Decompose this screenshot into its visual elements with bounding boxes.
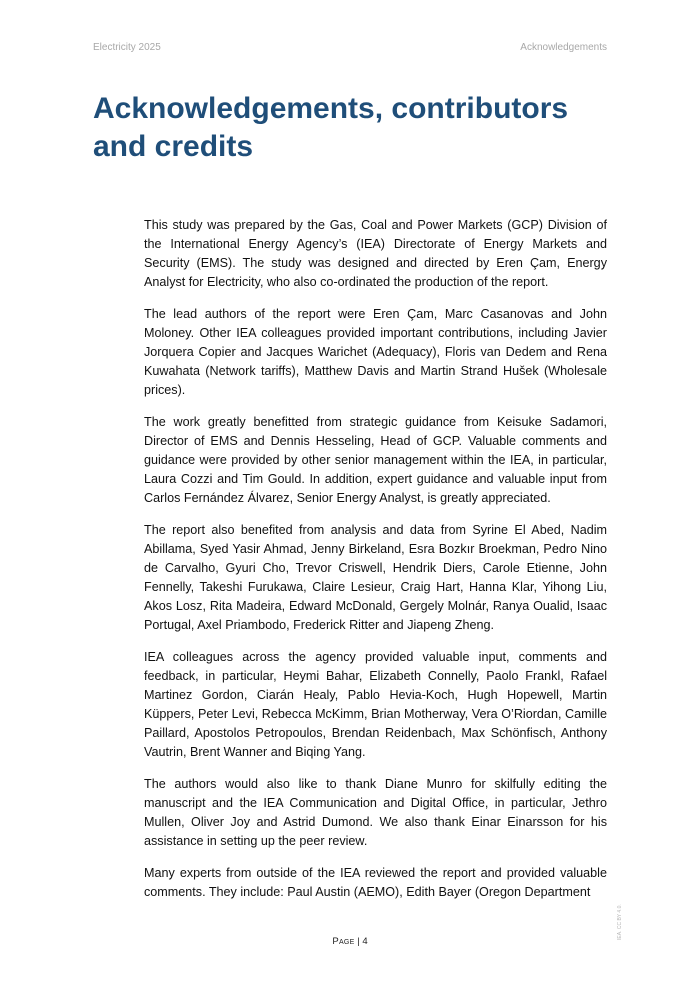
body-text	[144, 216, 607, 915]
page-title: Acknowledgements, contributors and credits	[93, 92, 569, 163]
running-header-left: Electricity 2025	[93, 42, 161, 53]
paragraph-2: The lead authors of the report were Eren Çam, Marc Casanovas and John Moloney. Other IEA colleagues provided important contributions, including Javier Jorquera Copier and Jacques Warichet (Adequacy), Floris van Dedem and Rena Kuwahata (Network tariffs), Matthew Davis and Martin Strand Hušek (Wholesale prices).	[144, 307, 607, 397]
running-header-right: Acknowledgements	[520, 42, 607, 53]
paragraph-5: IEA colleagues across the agency provided valuable input, comments and feedback, in particular, Heymi Bahar, Elizabeth Connelly, Paolo Frankl, Rafael Martinez Gordon, Ciarán Healy, Pablo Hevia-Koch, Hugh Hopewell, Martin Küppers, Peter Levi, Rebecca McKimm, Brian Motherway, Vera O’Riordan, Camille Paillard, Apostolos Petropoulos, Brendan Reidenbach, Max Schönfisch, Anthony Vautrin, Brent Wanner and Biqing Yang.	[144, 650, 607, 759]
page-footer	[0, 936, 700, 947]
license-notice: IEA. CC BY 4.0.	[617, 904, 623, 940]
paragraph-7: Many experts from outside of the IEA reviewed the report and provided valuable comments. They include: Paul Austin (AEMO), Edith Bayer (Oregon Department	[144, 866, 607, 899]
page-separator: |	[357, 936, 360, 947]
paragraph-3: The work greatly benefitted from strategic guidance from Keisuke Sadamori, Director of EMS and Dennis Hesseling, Head of GCP. Valuable comments and guidance were provided by other senior management within the IEA, in particular, Laura Cozzi and Tim Gould. In addition, expert guidance and valuable input from Carlos Fernández Álvarez, Senior Energy Analyst, is greatly appreciated.	[144, 415, 607, 505]
paragraph-4: The report also benefited from analysis and data from Syrine El Abed, Nadim Abillama, Syed Yasir Ahmad, Jenny Birkeland, Esra Bozkır Broekman, Pedro Nino de Carvalho, Gyuri Cho, Trevor Criswell, Hendrik Diers, Carole Etienne, John Fennelly, Takeshi Furukawa, Claire Lesieur, Craig Hart, Hanna Klar, Yihong Liu, Akos Losz, Rita Madeira, Edward McDonald, Gergely Molnár, Ranya Oualid, Isaac Portugal, Axel Priambodo, Frederick Ritter and Jiapeng Zheng.	[144, 523, 607, 632]
page-label: Page	[332, 936, 355, 947]
page-number: 4	[362, 936, 368, 947]
paragraph-6: The authors would also like to thank Diane Munro for skilfully editing the manuscript and the IEA Communication and Digital Office, in particular, Jethro Mullen, Oliver Joy and Astrid Dumond. We also thank Einar Einarsson for his assistance in setting up the peer review.	[144, 777, 607, 848]
paragraph-1: This study was prepared by the Gas, Coal and Power Markets (GCP) Division of the International Energy Agency’s (IEA) Directorate of Energy Markets and Security (EMS). The study was designed and directed by Eren Çam, Energy Analyst for Electricity, who also co-ordinated the production of the report.	[144, 218, 607, 289]
